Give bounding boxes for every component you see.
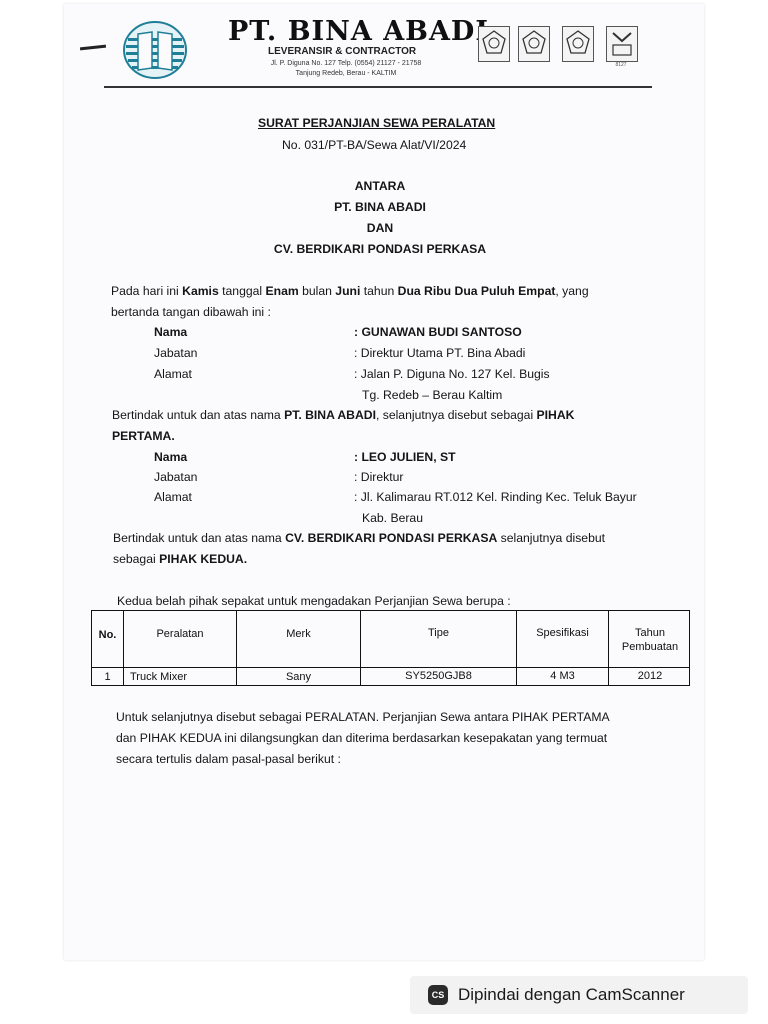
- camscanner-watermark: [410, 976, 748, 1014]
- party1-acting-role: PIHAK: [536, 408, 575, 422]
- heading-antara: ANTARA: [354, 179, 406, 193]
- closing-line-2: dan PIHAK KEDUA ini dilangsungkan dan diterima berdasarkan kesepakatan yang termuat: [116, 731, 608, 745]
- camscanner-icon: CS: [428, 985, 448, 1005]
- party2-acting-role: PIHAK KEDUA.: [159, 552, 248, 566]
- party1-acting-line-2: PERTAMA.: [112, 429, 175, 443]
- party2-label-nama: Nama: [154, 450, 188, 464]
- party2-acting-company: CV. BERDIKARI PONDASI PERKASA: [285, 531, 498, 545]
- party1-jabatan: : Direktur Utama PT. Bina Abadi: [354, 346, 526, 360]
- equipment-table: [91, 610, 690, 686]
- table-row-no: 1: [104, 671, 111, 683]
- party2-label-alamat: Alamat: [154, 490, 192, 504]
- address-line-1: Jl. P. Diguna No. 127 Telp. (0554) 21127 - 21758: [270, 60, 422, 67]
- table-header-merk: Merk: [286, 628, 311, 640]
- opening-text: bulan: [298, 284, 336, 298]
- table-header-peralatan: Peralatan: [156, 628, 204, 640]
- company-logo-icon: [122, 20, 188, 80]
- party2-acting-line-1: [113, 531, 605, 545]
- table-row-spesifikasi: 4 M3: [550, 670, 575, 682]
- party2-acting-text: Bertindak untuk dan atas nama: [113, 531, 286, 545]
- table-header-tipe: Tipe: [428, 627, 449, 639]
- party1-acting-company: PT. BINA ABADI: [284, 408, 376, 422]
- party1-acting-text: , selanjutnya disebut sebagai: [375, 408, 537, 422]
- company-name: PT. BINA ABADI: [228, 16, 489, 47]
- company-address: [248, 59, 444, 79]
- camscanner-text: Dipindai dengan CamScanner: [458, 985, 685, 1004]
- certification-badge-icon: [562, 26, 594, 62]
- agreement-intro: Kedua belah pihak sepakat untuk mengadakan Perjanjian Sewa berupa :: [117, 594, 511, 608]
- opening-text: , yang: [555, 284, 589, 298]
- party2-acting-line-2: [113, 552, 247, 566]
- party2-acting-text: selanjutnya disebut: [497, 531, 606, 545]
- heading-dan: DAN: [366, 221, 394, 235]
- closing-line-3: secara tertulis dalam pasal-pasal berikut :: [116, 752, 341, 766]
- party1-alamat-2: Tg. Redeb – Berau Kaltim: [362, 388, 503, 402]
- table-row-tahun: 2012: [637, 670, 663, 682]
- party1-label-jabatan: Jabatan: [154, 346, 198, 360]
- party2-nama: : LEO JULIEN, ST: [354, 450, 456, 464]
- party1-alamat-1: : Jalan P. Diguna No. 127 Kel. Bugis: [354, 367, 550, 381]
- table-divider: [123, 611, 124, 685]
- company-subtitle: LEVERANSIR & CONTRACTOR: [268, 46, 417, 57]
- heading-second-party: CV. BERDIKARI PONDASI PERKASA: [273, 242, 487, 256]
- party1-nama: : GUNAWAN BUDI SANTOSO: [354, 325, 522, 339]
- ukas-badge-icon: [606, 26, 638, 62]
- party2-jabatan: : Direktur: [354, 470, 404, 484]
- opening-line-2: bertanda tangan dibawah ini :: [111, 305, 271, 319]
- heading-first-party: PT. BINA ABADI: [334, 200, 426, 214]
- opening-year: Dua Ribu Dua Puluh Empat: [397, 284, 556, 298]
- table-divider: [92, 667, 689, 668]
- opening-line-1: [111, 284, 589, 298]
- party2-alamat-2: Kab. Berau: [362, 511, 423, 525]
- opening-day: Kamis: [182, 284, 219, 298]
- closing-line-1: Untuk selanjutnya disebut sebagai PERALATAN. Perjanjian Sewa antara PIHAK PERTAMA: [116, 710, 610, 724]
- certification-badge-icon: [518, 26, 550, 62]
- table-row-peralatan: Truck Mixer: [130, 671, 188, 683]
- party1-acting-line-1: [112, 408, 574, 422]
- document-title: SURAT PERJANJIAN SEWA PERALATAN: [258, 116, 496, 130]
- table-header-tahun-line-2: Pembuatan: [621, 641, 679, 653]
- opening-text: tahun: [360, 284, 398, 298]
- party2-alamat-1: : Jl. Kalimarau RT.012 Kel. Rinding Kec. Teluk Bayur: [354, 490, 637, 504]
- opening-text: tanggal: [218, 284, 266, 298]
- certification-badge-icon: [478, 26, 510, 62]
- party1-acting-text: Bertindak untuk dan atas nama: [112, 408, 285, 422]
- table-header-spesifikasi: Spesifikasi: [536, 627, 589, 639]
- table-header-tahun-line-1: Tahun: [635, 627, 665, 639]
- document-number: No. 031/PT-BA/Sewa Alat/VI/2024: [282, 138, 467, 152]
- party2-label-jabatan: Jabatan: [154, 470, 198, 484]
- table-header-no: No.: [98, 629, 117, 641]
- cert-caption: 8127: [615, 62, 627, 68]
- opening-date: Enam: [265, 284, 299, 298]
- party1-label-alamat: Alamat: [154, 367, 192, 381]
- table-row-merk: Sany: [285, 671, 312, 683]
- letterhead-divider: [104, 86, 652, 88]
- table-header-tahun: [609, 626, 691, 654]
- opening-month: Juni: [335, 284, 361, 298]
- address-line-2: Tanjung Redeb, Berau - KALTIM: [295, 70, 397, 77]
- table-row-tipe: SY5250GJB8: [405, 670, 472, 682]
- party2-acting-text: sebagai: [113, 552, 160, 566]
- opening-text: Pada hari ini: [111, 284, 183, 298]
- party1-label-nama: Nama: [154, 325, 188, 339]
